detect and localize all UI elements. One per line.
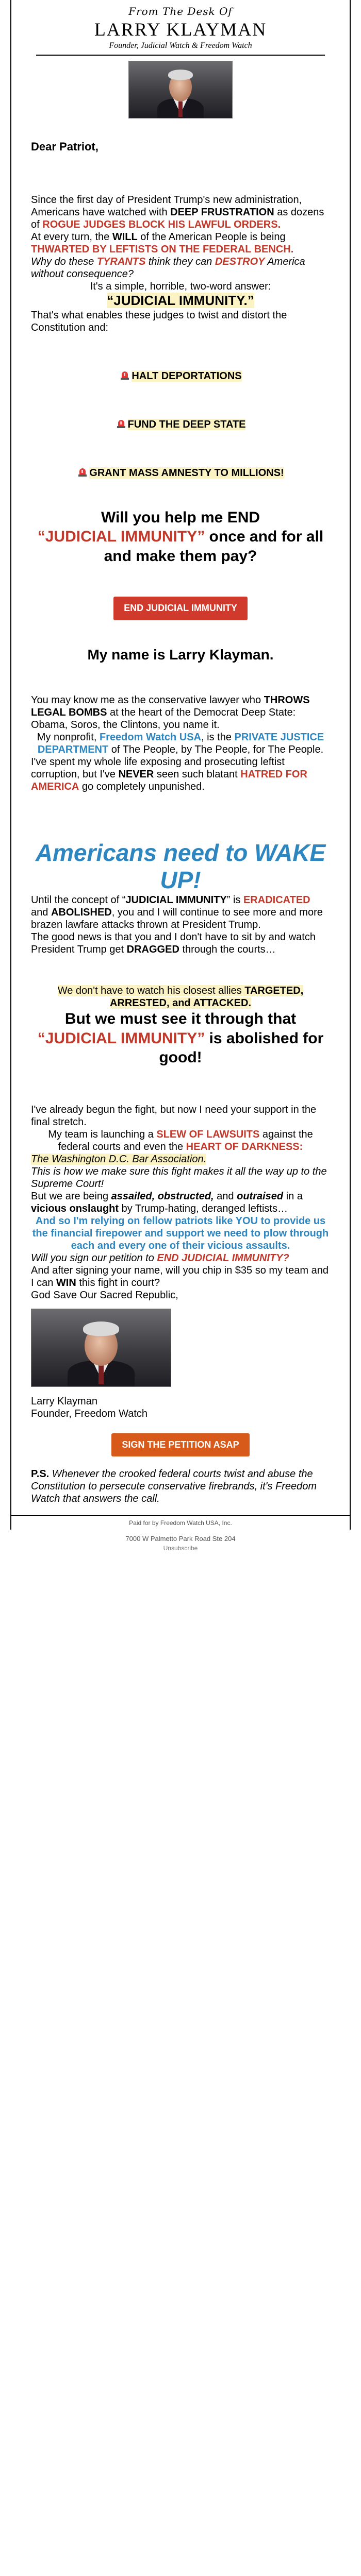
closing-line: God Save Our Sacred Republic, [31, 1289, 178, 1301]
paragraph-2: At every turn, the WILL of the American People is being THWARTED BY LEFTISTS ON THE FEDERAL BENCH. [31, 231, 294, 256]
paragraph-11: The good news is that you and I don't have to sit by and watch President Trump get DRAGGED through the courts… [31, 931, 316, 956]
siren-icon [119, 370, 130, 380]
paragraph-18: And so I'm relying on fellow patriots like YOU to provide us the financial firepower and support we need to plow through each and every one of their vicious assaults. [32, 1215, 329, 1251]
cta-1-wrap [31, 597, 330, 620]
judicial-immunity-callout: “JUDICIAL IMMUNITY.” [107, 293, 254, 309]
header-rule [36, 55, 325, 56]
bullet-item: HALT DEPORTATIONS [31, 370, 330, 382]
signature-title: Founder, Freedom Watch [31, 1408, 148, 1419]
paragraph-6: That's what enables these judges to twist and distort the Constitution and: [31, 309, 287, 333]
bullet-list [31, 370, 330, 479]
paid-for-footer: Paid for by Freedom Watch USA, Inc. [11, 1515, 350, 1530]
email-frame [10, 0, 351, 1530]
paragraph-12: We don't have to watch his closest allies TARGETED, ARRESTED, and ATTACKED. [57, 985, 304, 1009]
siren-icon [77, 467, 88, 477]
paragraph-8: My nonprofit, Freedom Watch USA, is the PRIVATE JUSTICE DEPARTMENT of The People, by The People, for The People. [37, 732, 324, 756]
paragraph-16: This is how we make sure this fight makes it all the way up to the Supreme Court! [31, 1165, 327, 1190]
paragraph-15: The Washington D.C. Bar Association. [31, 1153, 207, 1165]
wake-up-heading: Americans need to WAKE UP! [35, 839, 326, 894]
paragraph-4: It's a simple, horrible, two-word answer: [90, 281, 271, 293]
paragraph-17: But we are being assailed, obstructed, and outraised in a vicious onslaught by Trump-hating, deranged leftists… [31, 1190, 303, 1214]
petition-link[interactable]: END JUDICIAL IMMUNITY? [157, 1252, 289, 1264]
paragraph-7: You may know me as the conservative lawyer who THROWS LEGAL BOMBS at the heart of the Democrat Deep State: Obama, Soros, the Clintons, you name it. [31, 694, 310, 731]
end-judicial-immunity-button[interactable]: END JUDICIAL IMMUNITY [113, 597, 248, 620]
paragraph-9: I've spent my whole life exposing and prosecuting leftist corruption, but I've NEVER seen such blatant HATRED FOR AMERICA go completely unpunished. [31, 756, 307, 793]
bullet-item: FUND THE DEEP STATE [31, 418, 330, 431]
freedom-watch-link[interactable]: Freedom Watch USA [99, 732, 201, 743]
sender-name: LARRY KLAYMAN [94, 19, 267, 40]
signature-name: Larry Klayman [31, 1395, 97, 1407]
must-heading: But we must see it through that “JUDICIAL IMMUNITY” is abolished for good! [37, 1010, 324, 1066]
paragraph-1: Since the first day of President Trump's new administration, Americans have watched with DEEP FRUSTRATION as dozens of ROGUE JUDGES BLOCK HIS LAWFUL ORDERS. [31, 194, 324, 231]
main-ask-heading: Will you help me END “JUDICIAL IMMUNITY” once and for all and make them pay? [37, 509, 324, 565]
paragraph-3: Why do these TYRANTS think they can DESTROY America without consequence? [31, 256, 305, 280]
postscript: P.S. Whenever the crooked federal courts twist and abuse the Constitution to persecute conservative firebrands, it's Freedom Watch that answers the call. [31, 1468, 317, 1505]
greeting: Dear Patriot, [31, 140, 99, 153]
mailing-address: 7000 W Palmetto Park Road Ste 204 [125, 1535, 236, 1543]
paragraph-20: And after signing your name, will you chip in $35 so my team and I can WIN this fight in court? [31, 1264, 329, 1289]
signature-photo [31, 1309, 171, 1387]
paragraph-10: Until the concept of “JUDICIAL IMMUNITY” is ERADICATED and ABOLISHED, you and I will continue to see more and more brazen lawfare attacks thrown at President Trump. [31, 894, 323, 931]
cta-2-wrap [31, 1433, 330, 1457]
intro-heading: My name is Larry Klayman. [87, 646, 274, 663]
from-desk-line: From The Desk Of [128, 5, 233, 18]
paragraph-19: Will you sign our petition to END JUDICIAL IMMUNITY? [31, 1252, 289, 1264]
sender-tagline: Founder, Judicial Watch & Freedom Watch [109, 41, 252, 50]
paragraph-14: My team is launching a SLEW OF LAWSUITS against the federal courts and even the HEART OF DARKNESS: [48, 1128, 313, 1153]
unsubscribe-link[interactable]: Unsubscribe [163, 1545, 198, 1552]
sign-petition-button[interactable]: SIGN THE PETITION ASAP [111, 1433, 249, 1457]
paragraph-13: I've already begun the fight, but now I need your support in the final stretch. [31, 1104, 317, 1128]
siren-icon [116, 418, 127, 429]
letterhead [11, 0, 350, 118]
bullet-item: GRANT MASS AMNESTY TO MILLIONS! [31, 467, 330, 479]
portrait-photo [128, 61, 233, 118]
